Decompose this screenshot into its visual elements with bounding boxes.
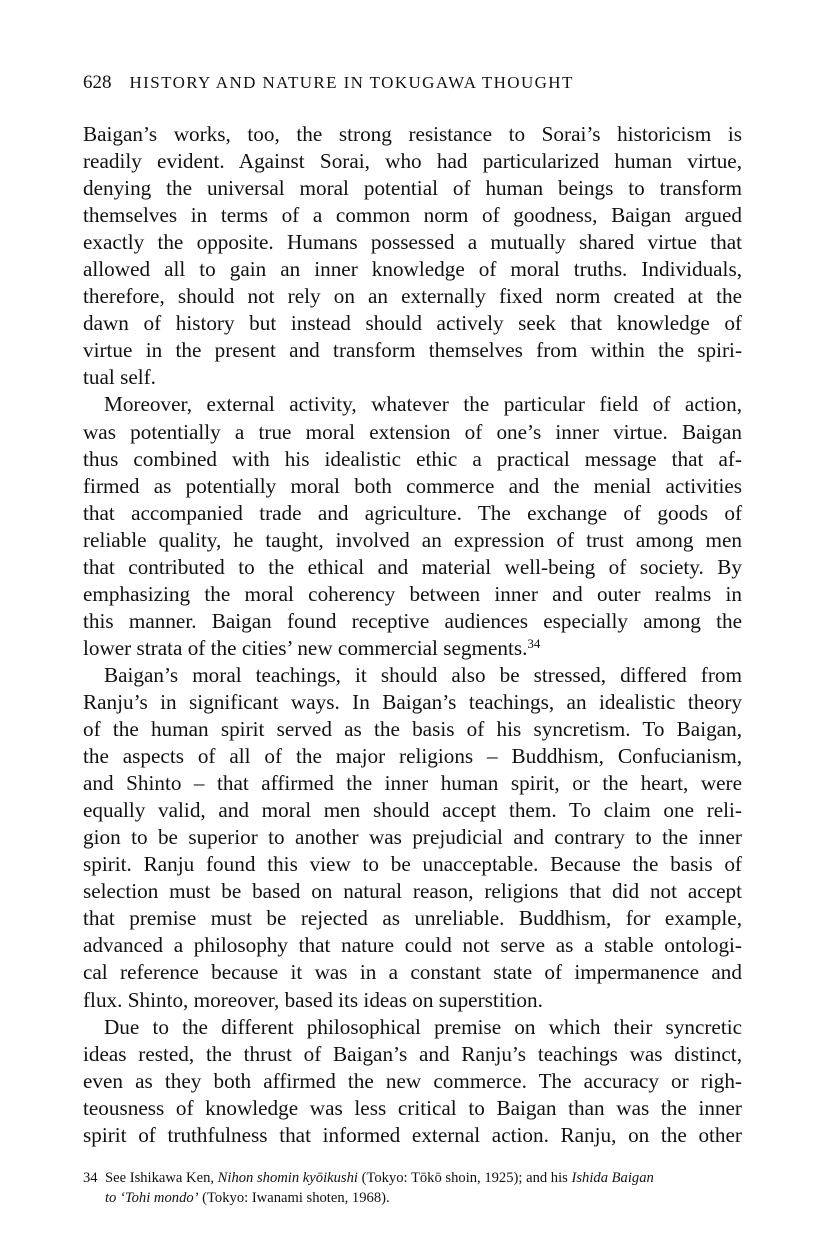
footnote-number: 34 bbox=[83, 1170, 98, 1186]
text-line: and Shinto – that affirmed the inner human spirit, or the heart, were bbox=[83, 771, 742, 796]
text-line: advanced a philosophy that nature could not serve as a stable ontologi- bbox=[83, 933, 742, 958]
text-line: that accompanied trade and agriculture. The exchange of goods of bbox=[83, 500, 742, 525]
body-text bbox=[83, 121, 742, 1149]
text-line: lower strata of the cities’ new commercial segments. bbox=[83, 635, 528, 660]
text-line: spirit. Ranju found this view to be unacceptable. Because the basis of bbox=[83, 852, 742, 877]
text-line: thus combined with his idealistic ethic a practical message that af- bbox=[83, 446, 742, 471]
text-line: dawn of history but instead should actively seek that knowledge of bbox=[83, 311, 742, 336]
text-line: teousness of knowledge was less critical to Baigan than was the inner bbox=[83, 1095, 742, 1120]
text-line: Moreover, external activity, whatever the particular field of action, bbox=[104, 392, 742, 417]
text-line: reliable quality, he taught, involved an expression of trust among men bbox=[83, 527, 742, 552]
footnote-title: Ishida Baigan bbox=[571, 1170, 654, 1186]
text-line: tual self. bbox=[83, 365, 156, 390]
footnote-text: See Ishikawa Ken, bbox=[105, 1170, 218, 1186]
footnote-line bbox=[83, 1188, 743, 1208]
text-line: exactly the opposite. Humans possessed a mutually shared virtue that bbox=[83, 230, 742, 255]
text-line: denying the universal moral potential of human beings to transform bbox=[83, 176, 742, 201]
footnote-reference[interactable]: 34 bbox=[527, 635, 541, 651]
text-line: the aspects of all of the major religions – Buddhism, Confucianism, bbox=[83, 744, 742, 769]
footnote-text: (Tokyo: Iwanami shoten, 1968). bbox=[198, 1190, 390, 1206]
text-line: themselves in terms of a common norm of goodness, Baigan argued bbox=[83, 203, 742, 228]
text-line: virtue in the present and transform themselves from within the spiri- bbox=[83, 338, 742, 363]
page-number: 628 bbox=[83, 72, 112, 93]
text-line: Due to the different philosophical premise on which their syncretic bbox=[104, 1014, 742, 1039]
text-line: that premise must be rejected as unreliable. Buddhism, for example, bbox=[83, 906, 742, 931]
text-line: Baigan’s works, too, the strong resistance to Sorai’s historicism is bbox=[83, 122, 742, 146]
running-head bbox=[83, 72, 743, 94]
text-line: allowed all to gain an inner knowledge of moral truths. Individuals, bbox=[83, 257, 742, 282]
footnote-text: (Tokyo: Tōkō shoin, 1925); and his bbox=[357, 1170, 572, 1186]
text-line: therefore, should not rely on an externally fixed norm created at the bbox=[83, 284, 742, 309]
running-title: HISTORY AND NATURE IN TOKUGAWA THOUGHT bbox=[129, 73, 574, 92]
text-line: Ranju’s in significant ways. In Baigan’s teachings, an idealistic theory bbox=[83, 689, 742, 714]
text-line: equally valid, and moral men should accept them. To claim one reli- bbox=[83, 798, 742, 823]
text-line: was potentially a true moral extension of one’s inner virtue. Baigan bbox=[83, 419, 742, 444]
text-line: that contributed to the ethical and material well-being of society. By bbox=[83, 554, 742, 579]
text-line: spirit of truthfulness that informed external action. Ranju, on the other bbox=[83, 1122, 742, 1147]
text-line: firmed as potentially moral both commerce and the menial activities bbox=[83, 473, 742, 498]
footnote-title: to ‘Tohi mondo’ bbox=[105, 1190, 199, 1206]
text-line: ideas rested, the thrust of Baigan’s and Ranju’s teachings was distinct, bbox=[83, 1041, 742, 1066]
text-line: Baigan’s moral teachings, it should also be stressed, differed from bbox=[104, 662, 742, 687]
text-line-with-note bbox=[83, 635, 742, 662]
text-line: this manner. Baigan found receptive audiences especially among the bbox=[83, 608, 742, 633]
text-line: flux. Shinto, moreover, based its ideas on superstition. bbox=[83, 987, 543, 1012]
footnote bbox=[83, 1168, 743, 1208]
text-line: selection must be based on natural reason, religions that did not accept bbox=[83, 879, 742, 904]
text-line: even as they both affirmed the new commerce. The accuracy or righ- bbox=[83, 1068, 742, 1093]
text-line: readily evident. Against Sorai, who had particularized human virtue, bbox=[83, 149, 742, 174]
text-line: emphasizing the moral coherency between inner and outer realms in bbox=[83, 581, 742, 606]
text-line: cal reference because it was in a constant state of impermanence and bbox=[83, 960, 742, 985]
text-line: gion to be superior to another was prejudicial and contrary to the inner bbox=[83, 825, 742, 850]
text-line: of the human spirit served as the basis of his syncretism. To Baigan, bbox=[83, 717, 742, 742]
footnote-title: Nihon shomin kyōikushi bbox=[217, 1170, 358, 1186]
footnote-line bbox=[83, 1168, 743, 1188]
